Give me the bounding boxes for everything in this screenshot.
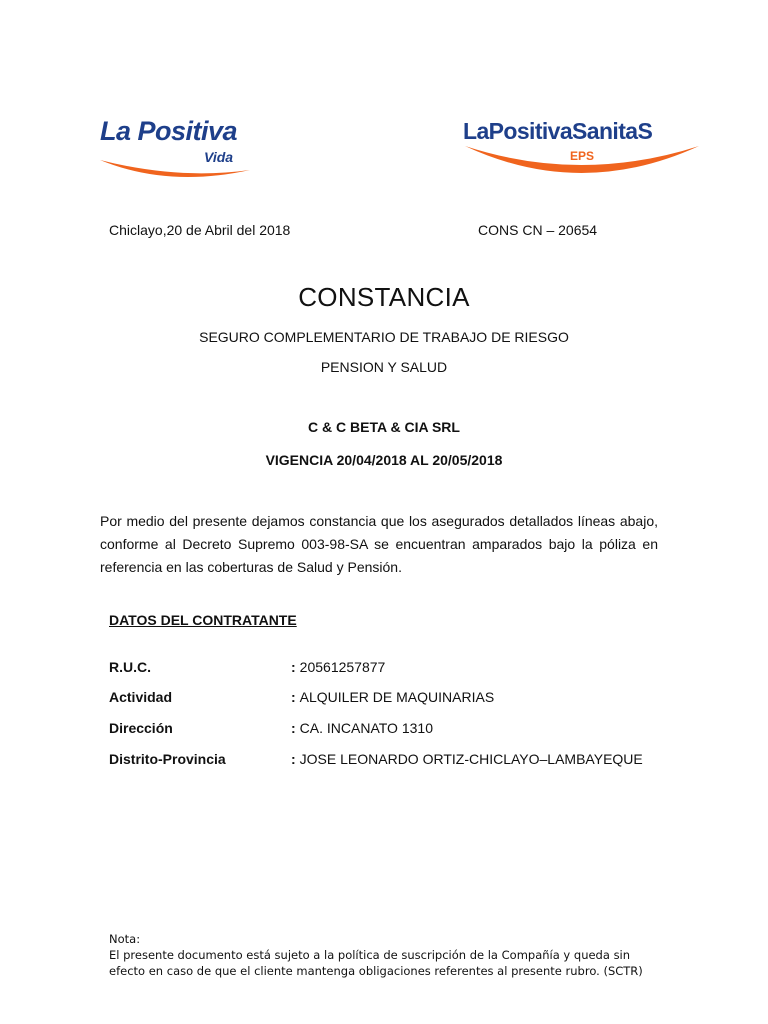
label-distrito-provincia: Distrito-Provincia bbox=[109, 751, 226, 767]
logo-left-sub: Vida bbox=[204, 149, 234, 165]
value-distrito-provincia-text: JOSE LEONARDO ORTIZ-CHICLAYO–LAMBAYEQUE bbox=[299, 751, 643, 767]
logo-right-brand: LaPositivaSanitaS bbox=[463, 118, 653, 144]
value-ruc: : 20561257877 bbox=[291, 659, 386, 675]
la-positiva-sanitas-eps-logo bbox=[463, 118, 703, 188]
value-ruc-text: 20561257877 bbox=[299, 659, 386, 675]
note-line-1: El presente documento está sujeto a la política de suscripción de la Compañía y queda sin bbox=[109, 948, 631, 962]
la-positiva-vida-logo bbox=[98, 116, 258, 188]
label-actividad: Actividad bbox=[109, 689, 173, 705]
place-date: Chiclayo,20 de Abril del 2018 bbox=[109, 222, 291, 238]
logo-left-swoosh bbox=[98, 156, 258, 186]
cons-number: CONS CN – 20654 bbox=[478, 222, 598, 238]
logo-left-brand: La Positiva bbox=[100, 116, 238, 146]
note-block bbox=[109, 931, 669, 979]
value-direccion-text: CA. INCANATO 1310 bbox=[299, 720, 433, 736]
note-heading: Nota: bbox=[109, 932, 141, 946]
section-title-contratante: DATOS DEL CONTRATANTE bbox=[109, 612, 297, 628]
document-title: CONSTANCIA bbox=[298, 282, 470, 312]
vigencia: VIGENCIA 20/04/2018 AL 20/05/2018 bbox=[265, 452, 503, 468]
label-direccion: Dirección bbox=[109, 720, 173, 736]
logo-right-sub: EPS bbox=[570, 149, 595, 163]
note-line-2: efecto en caso de que el cliente mantenga obligaciones referentes al presente rubro. (SCTR) bbox=[109, 964, 643, 978]
label-ruc: R.U.C. bbox=[109, 659, 151, 675]
value-actividad-text: ALQUILER DE MAQUINARIAS bbox=[299, 689, 495, 705]
value-actividad: : ALQUILER DE MAQUINARIAS bbox=[291, 689, 495, 705]
company-name: C & C BETA & CIA SRL bbox=[308, 419, 460, 435]
subtitle-pension-salud: PENSION Y SALUD bbox=[320, 359, 448, 375]
value-direccion: : CA. INCANATO 1310 bbox=[291, 720, 433, 736]
body-paragraph: Por medio del presente dejamos constancia que los asegurados detallados líneas abajo, conforme al Decreto Supremo 003-98-SA se encuentran amparados bajo la póliza en referencia en las coberturas de Salud y Pensión. bbox=[100, 513, 658, 575]
subtitle-seguro: SEGURO COMPLEMENTARIO DE TRABAJO DE RIESGO bbox=[199, 329, 569, 345]
value-distrito-provincia: : JOSE LEONARDO ORTIZ-CHICLAYO–LAMBAYEQUE bbox=[291, 751, 643, 767]
